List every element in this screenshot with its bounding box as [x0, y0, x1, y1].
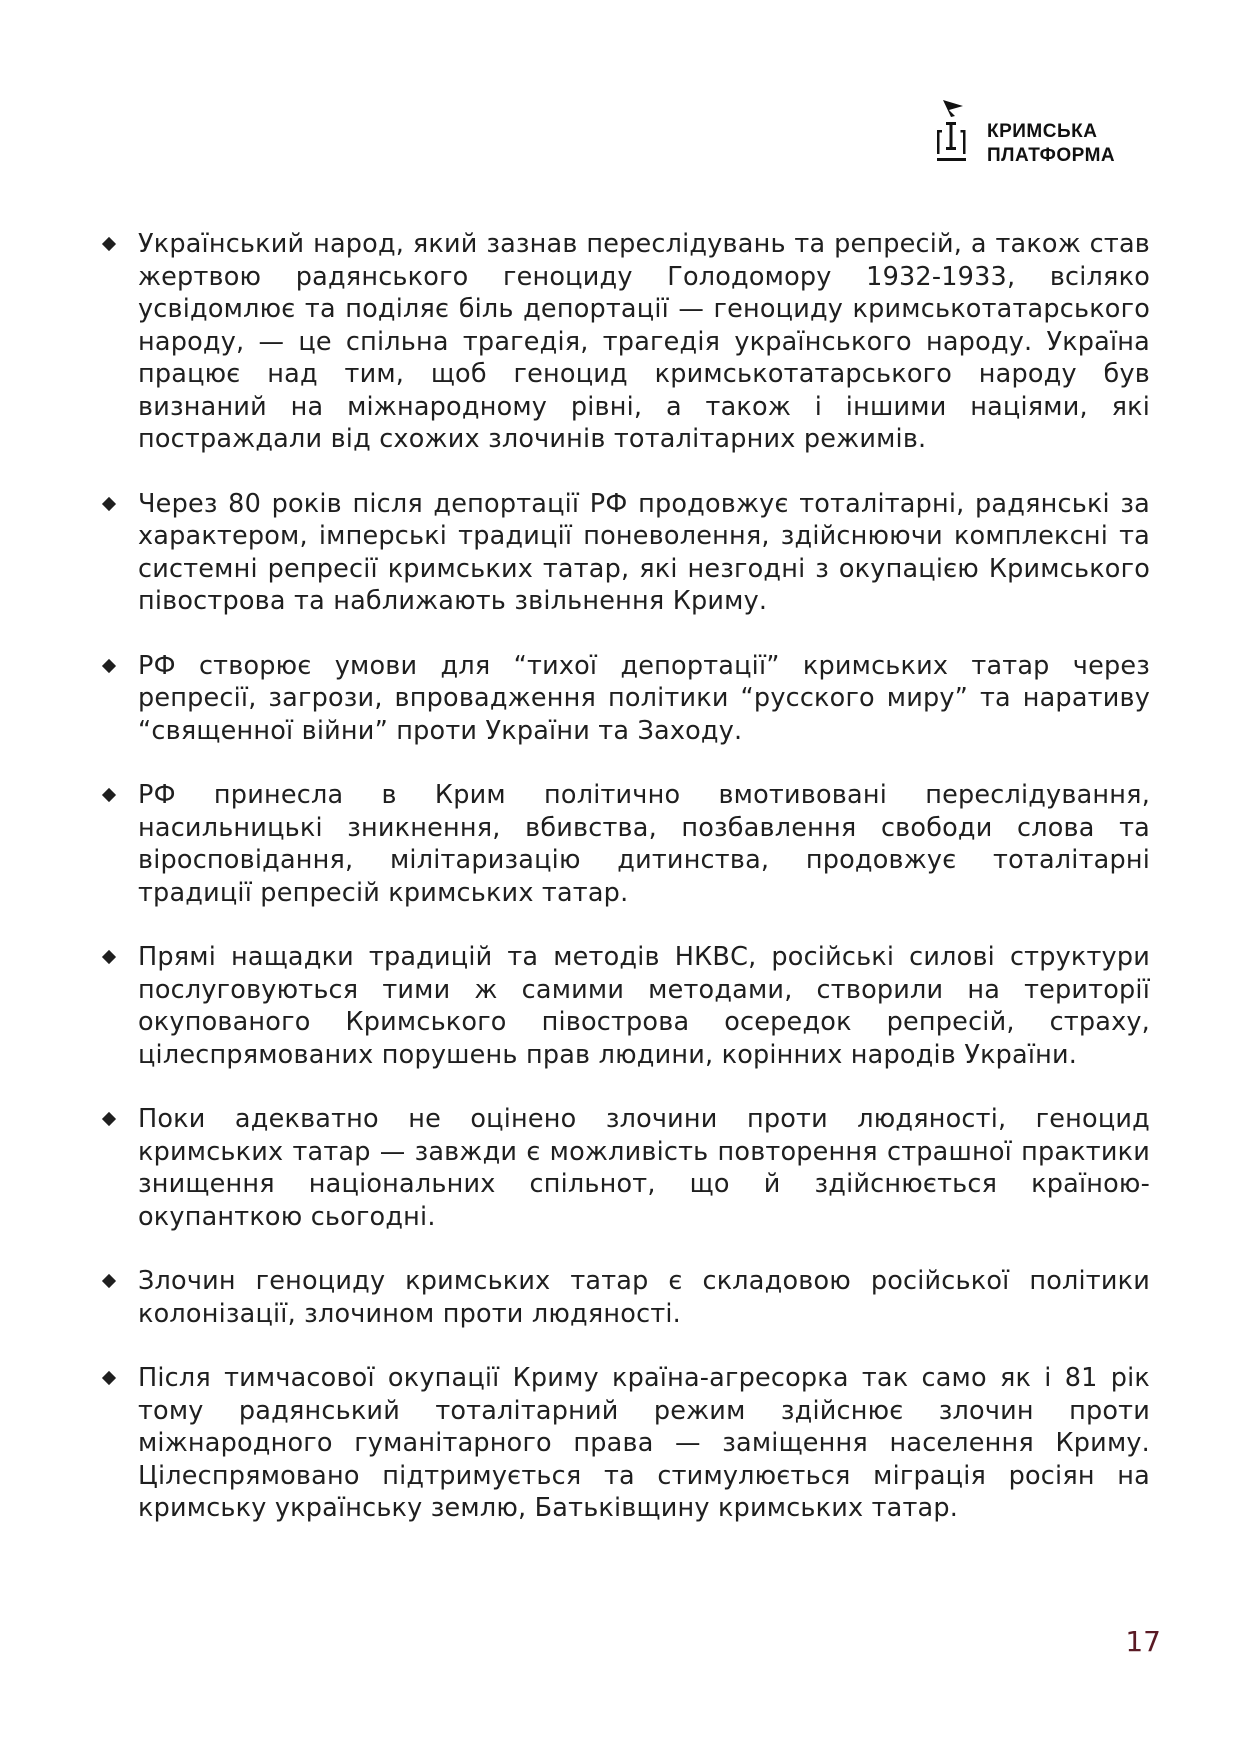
diamond-bullet-icon: [102, 237, 116, 251]
list-item: [100, 779, 1150, 909]
list-item: [100, 1103, 1150, 1233]
diamond-bullet-icon: [102, 496, 116, 510]
diamond-bullet-icon: [102, 1112, 116, 1126]
crimea-platform-logo: [935, 98, 1165, 178]
list-item: [100, 488, 1150, 618]
list-item-text: Український народ, який зазнав переслідувань та репресій, а також став жертвою радянського геноциду Голодомору 1932-1933, всіляко усвідомлює та поділяє біль депортації — геноциду кримськотатарського народу, — це спільна трагедія, трагедія українського народу. Україна працює над тим, щоб геноцид кримськотатарського народу був визнаний на міжнародному рівні, а також і іншими націями, які постраждали від схожих злочинів тоталітарних режимів.: [138, 229, 1150, 454]
list-item-text: РФ принесла в Крим політично вмотивовані переслідування, насильницькі зникнення, вбивства, позбавлення свободи слова та віросповідання, мілітаризацію дитинства, продовжує тоталітарні традиції репресій кримських татар.: [138, 780, 1150, 908]
list-item-text: РФ створює умови для “тихої депортації” кримських татар через репресії, загрози, впровадження політики “русского миру” та наративу “священної війни” проти України та Заходу.: [138, 650, 1150, 746]
list-item: [100, 1362, 1150, 1525]
list-item: [100, 1265, 1150, 1330]
list-item-text: Через 80 років після депортації РФ продовжує тоталітарні, радянські за характером, імперські традиції поневолення, здійснюючи комплексні та системні репресії кримських татар, які незгодні з окупацією Кримського півострова та наближають звільнення Криму.: [138, 488, 1150, 616]
crimea-platform-logo-icon: [935, 98, 975, 178]
diamond-bullet-icon: [102, 950, 116, 964]
list-item: [100, 941, 1150, 1071]
list-item-text: Прямі нащадки традицій та методів НКВС, російські силові структури послуговуються тими ж самими методами, створили на території окупованого Кримського півострова осередок репресій, страху, цілеспрямованих порушень прав людини, корінних народів України.: [138, 942, 1150, 1070]
logo-text: [987, 120, 1115, 168]
list-item-text: Поки адекватно не оцінено злочини проти людяності, геноцид кримських татар — завжди є можливість повторення страшної практики знищення національних спільнот, що й здійснюється країною-окупанткою сьогодні.: [138, 1104, 1150, 1232]
list-item: [100, 650, 1150, 748]
logo-line-1: КРИМСЬКА: [987, 121, 1098, 142]
list-item: [100, 228, 1150, 456]
diamond-bullet-icon: [102, 1371, 116, 1385]
page-number: 17: [1125, 1625, 1161, 1658]
diamond-bullet-icon: [102, 788, 116, 802]
diamond-bullet-icon: [102, 658, 116, 672]
list-item-text: Злочин геноциду кримських татар є складовою російської політики колонізації, злочином проти людяності.: [138, 1266, 1150, 1329]
logo-line-2: ПЛАТФОРМА: [987, 145, 1116, 166]
bullet-list: [100, 228, 1150, 1557]
list-item-text: Після тимчасової окупації Криму країна-агресорка так само як і 81 рік тому радянський тоталітарний режим здійснює злочин проти міжнародного гуманітарного права — заміщення населення Криму. Цілеспрямовано підтримується та стимулюється міграція росіян на кримську українську землю, Батьківщину кримських татар.: [138, 1363, 1150, 1523]
diamond-bullet-icon: [102, 1274, 116, 1288]
